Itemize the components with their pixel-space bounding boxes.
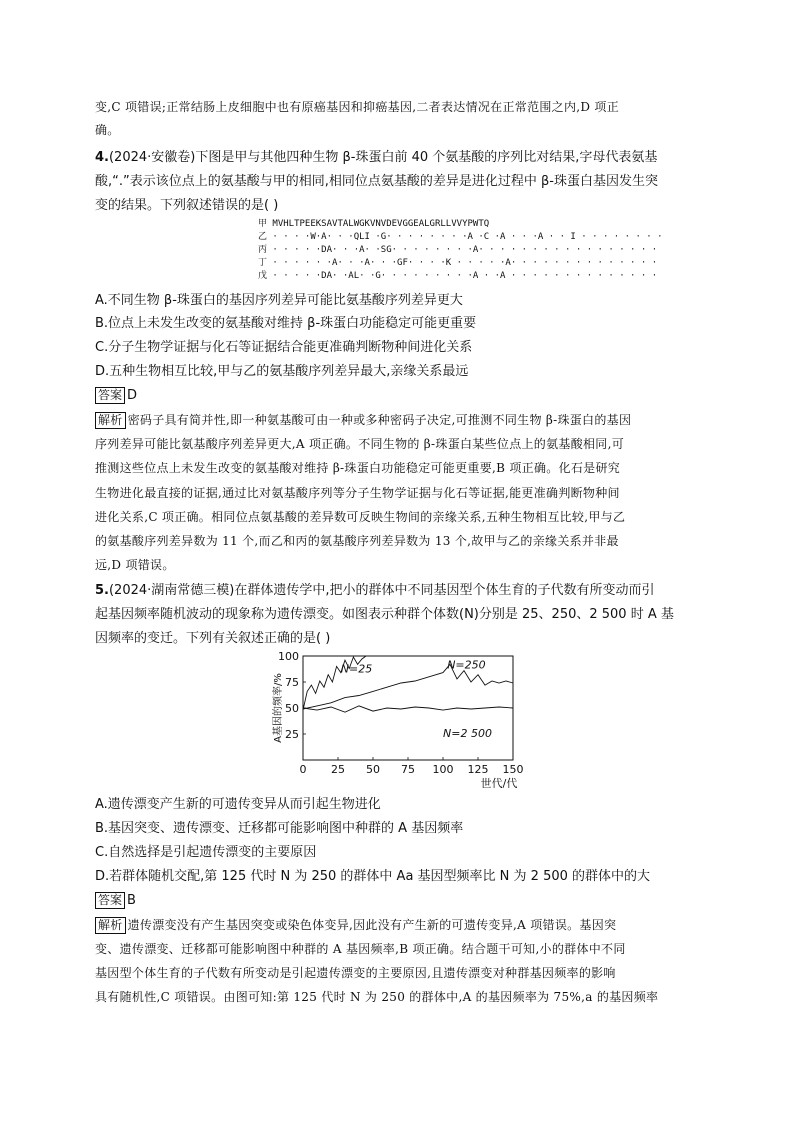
q5-option-c: C.自然选择是引起遗传漂变的主要原因 — [95, 845, 317, 860]
series-label-2: N=2 500 — [443, 727, 492, 741]
q5-stem-line-3: 因频率的变迁。下列有关叙述正确的是( ) — [95, 631, 331, 646]
q5-number: 5. — [95, 583, 109, 598]
q4-stem-text-1: (2024·安徽卷)下图是甲与其他四种生物 β-珠蛋白前 40 个氨基酸的序列比对结果,字母代表氨基 — [108, 150, 658, 165]
analysis-tag: 解析 — [95, 917, 126, 934]
x-tick-label: 50 — [366, 763, 380, 776]
series-line-2 — [303, 706, 513, 712]
q5-answer — [95, 892, 136, 910]
y-tick-label: 50 — [285, 702, 299, 715]
x-tick-label: 125 — [467, 763, 489, 776]
sequence-row-yi: 乙 · · · ·W·A· · ·QLI ·G· · · · · · · ·A ·C ·A · · ·A · · I · · · · · · · · — [258, 232, 663, 242]
q5-analysis-line-2: 变、遗传漂变、迁移都可能影响图中种群的 A 基因频率,B 项正确。结合题干可知,小的群体中不同 — [95, 942, 626, 956]
q5-analysis-line-1: 解析 遗传漂变没有产生基因突变或染色体变异,因此没有产生新的可遗传变异,A 项错误。基因突 — [95, 914, 705, 937]
q5-analysis-line-4: 具有随机性,C 项错误。由图可知:第 125 代时 N 为 250 的群体中,A 的基因频率为 75%,a 的基因频率 — [95, 990, 659, 1004]
q4-answer — [95, 387, 137, 405]
series-label-0: N=25 — [340, 662, 373, 676]
x-tick-label: 75 — [401, 763, 415, 776]
x-tick-label: 100 — [432, 763, 454, 776]
q5-answer-value: B — [127, 893, 136, 908]
q5-stem-line-1 — [95, 579, 705, 602]
gene-frequency-chart — [255, 648, 535, 788]
q4-option-b: B.位点上未发生改变的氨基酸对维持 β-珠蛋白功能稳定可能更重要 — [95, 316, 477, 331]
q4-stem-line-2: 酸,“.”表示该位点上的氨基酸与甲的相同,相同位点氨基酸的差异是进化过程中 β-珠蛋白基因发生突 — [95, 174, 658, 189]
sequence-row-bing: 丙 · · · · ·DA· · ·A· ·SG· · · · · · · ·A· · · · · · · · · · · · · · · · · — [258, 245, 658, 255]
q5-option-a: A.遗传漂变产生新的可遗传变异从而引起生物进化 — [95, 797, 381, 812]
q5-analysis-line-3: 基因型个体生育的子代数有所变动是引起遗传漂变的主要原因,且遗传漂变对种群基因频率的影响 — [95, 966, 616, 980]
q4-option-c: C.分子生物学证据与化石等证据结合能更准确判断物种间进化关系 — [95, 340, 473, 355]
q4-stem-line-1 — [95, 146, 705, 169]
continuation-line-1: 变,C 项错误;正常结肠上皮细胞中也有原癌基因和抑癌基因,二者表达情况在正常范围之内,D 项正 — [95, 100, 620, 114]
q4-analysis-line-3: 推测这些位点上未发生改变的氨基酸对维持 β-珠蛋白功能稳定可能更重要,B 项正确。化石是研究 — [95, 461, 621, 475]
q4-number: 4. — [95, 150, 109, 165]
q4-analysis-line-4: 生物进化最直接的证据,通过比对氨基酸序列等分子生物学证据与化石等证据,能更准确判断物种间 — [95, 486, 620, 500]
sequence-row-jia: 甲 MVHLTPEEKSAVTALWGKVNVDEVGGEALGRLLVVYPWTQ — [258, 219, 490, 229]
q4-option-d: D.五种生物相互比较,甲与乙的氨基酸序列差异最大,亲缘关系最远 — [95, 364, 469, 379]
y-tick-label: 75 — [285, 676, 299, 689]
q4-analysis-line-5: 进化关系,C 项正确。相同位点氨基酸的差异数可反映生物间的亲缘关系,五种生物相互比较,甲与乙 — [95, 510, 626, 524]
q5-stem-text-1: (2024·湖南常德三模)在群体遗传学中,把小的群体中不同基因型个体生育的子代数有所变动而引 — [108, 583, 655, 598]
y-tick-label: 25 — [285, 728, 299, 741]
q4-analysis-line-2: 序列差异可能比氨基酸序列差异更大,A 项正确。不同生物的 β-珠蛋白某些位点上的氨基酸相同,可 — [95, 437, 625, 451]
answer-tag: 答案 — [95, 387, 125, 404]
q5-stem-line-2: 起基因频率随机波动的现象称为遗传漂变。如图表示种群个体数(N)分别是 25、250、2 500 时 A 基 — [95, 607, 674, 622]
x-tick-label: 0 — [299, 763, 307, 776]
q4-analysis-line-1: 解析 密码子具有简并性,即一种氨基酸可由一种或多种密码子决定,可推测不同生物 β-珠蛋白的基因 — [95, 409, 705, 432]
x-axis-label: 世代/代 — [480, 777, 518, 788]
q4-analysis-line-6: 的氨基酸序列差异数为 11 个,而乙和丙的氨基酸序列差异数为 13 个,故甲与乙的亲缘关系并非最 — [95, 534, 619, 548]
y-axis-label: A基因的频率/% — [273, 673, 284, 743]
y-tick-label: 100 — [278, 650, 299, 663]
q4-stem-line-3: 变的结果。下列叙述错误的是( ) — [95, 198, 279, 213]
q5-option-b: B.基因突变、遗传漂变、迁移都可能影响图中种群的 A 基因频率 — [95, 821, 464, 836]
continuation-line-2: 确。 — [95, 123, 120, 137]
x-tick-label: 25 — [331, 763, 345, 776]
q4-answer-value: D — [127, 388, 138, 403]
answer-tag: 答案 — [95, 892, 125, 909]
series-label-1: N=250 — [447, 658, 486, 672]
sequence-row-wu: 戊 · · · · ·DA· ·AL· ·G· · · · · · · · ·A · ·A · · · · · · · · · · · · · · — [258, 271, 658, 281]
q5-option-d: D.若群体随机交配,第 125 代时 N 为 250 的群体中 Aa 基因型频率比 N 为 2 500 的群体中的大 — [95, 869, 651, 884]
analysis-tag: 解析 — [95, 412, 126, 429]
q4-option-a: A.不同生物 β-珠蛋白的基因序列差异可能比氨基酸序列差异更大 — [95, 293, 463, 308]
q4-analysis-line-7: 远,D 项错误。 — [95, 558, 175, 572]
x-tick-label: 150 — [502, 763, 524, 776]
sequence-row-ding: 丁 · · · · · ·A· · ·A· · ·GF· · · ·K · · · · ·A· · · · · · · · · · · · · · — [258, 258, 658, 268]
